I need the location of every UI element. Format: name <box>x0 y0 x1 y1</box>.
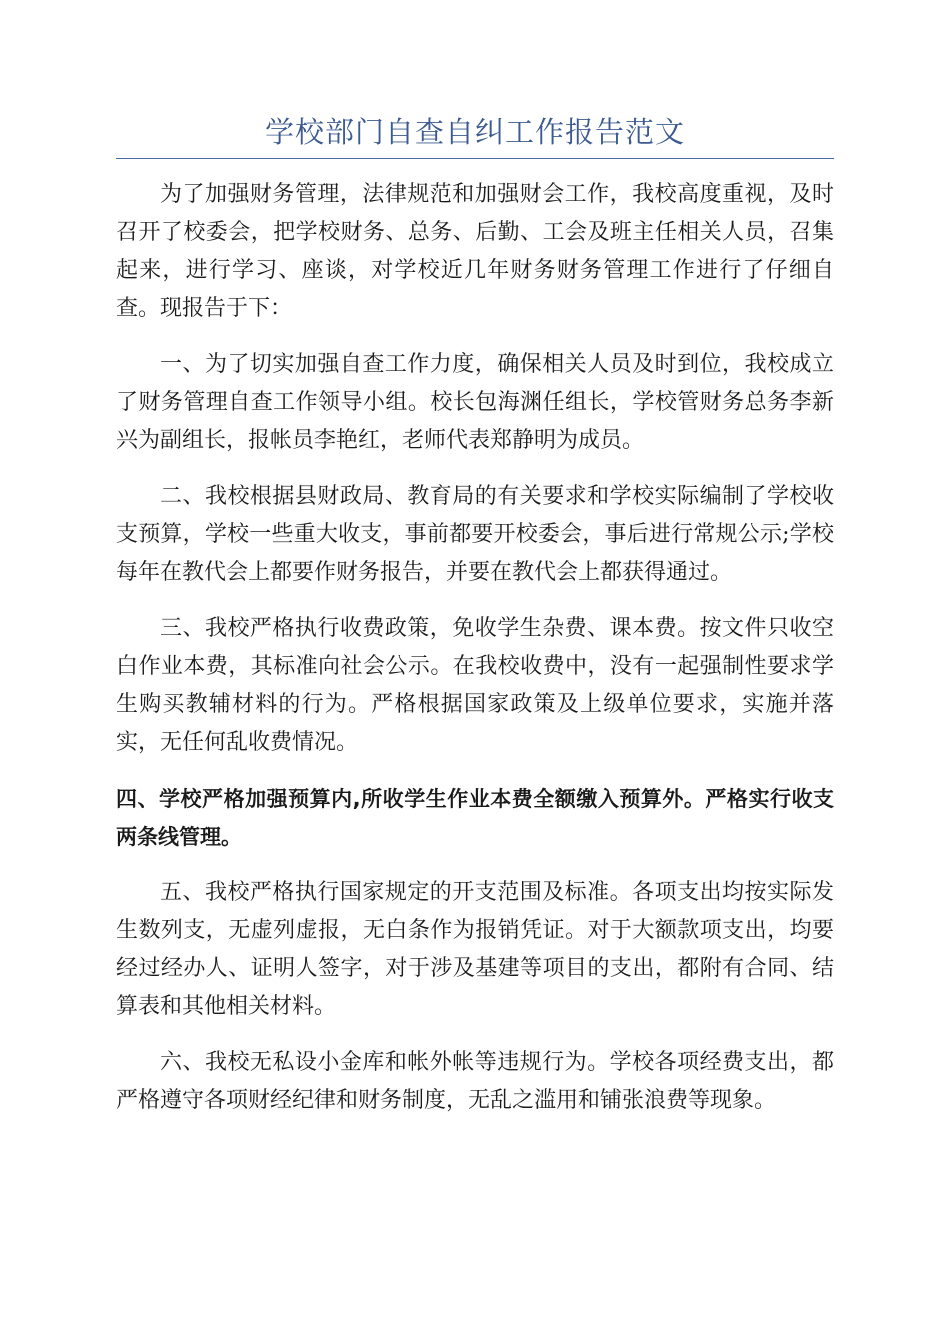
paragraph-section-6: 六、我校无私设小金库和帐外帐等违规行为。学校各项经费支出，都严格遵守各项财经纪律和财务制度，无乱之滥用和铺张浪费等现象。 <box>116 1050 834 1113</box>
page-title: 学校部门自查自纠工作报告范文 <box>264 115 685 149</box>
paragraph-section-4: 四、学校严格加强预算内,所收学生作业本费全额缴入预算外。严格实行收支两条线管理。 <box>116 787 834 849</box>
paragraph-section-3: 三、我校严格执行收费政策，免收学生杂费、课本费。按文件只收空白作业本费，其标准向社会公示。在我校收费中，没有一起强制性要求学生购买教辅材料的行为。严格根据国家政策及上级单位要求，实施并落实，无任何乱收费情况。 <box>116 616 834 755</box>
paragraph-section-5: 五、我校严格执行国家规定的开支范围及标准。各项支出均按实际发生数列支，无虚列虚报，无白条作为报销凭证。对于大额款项支出，均要经过经办人、证明人签字，对于涉及基建等项目的支出，都附有合同、结算表和其他相关材料。 <box>116 880 834 1019</box>
paragraph-section-2: 二、我校根据县财政局、教育局的有关要求和学校实际编制了学校收支预算，学校一些重大收支，事前都要开校委会，事后进行常规公示;学校每年在教代会上都要作财务报告，并要在教代会上都获得通过。 <box>116 484 834 585</box>
title-block <box>116 112 834 159</box>
document-body <box>116 176 834 1120</box>
paragraph-intro: 为了加强财务管理，法律规范和加强财会工作，我校高度重视，及时召开了校委会，把学校财务、总务、后勤、工会及班主任相关人员，召集起来，进行学习、座谈，对学校近几年财务财务管理工作进行了仔细自查。现报告于下： <box>116 182 834 321</box>
paragraph-section-1: 一、为了切实加强自查工作力度，确保相关人员及时到位，我校成立了财务管理自查工作领导小组。校长包海渊任组长，学校管财务总务李新兴为副组长，报帐员李艳红，老师代表郑静明为成员。 <box>116 352 834 453</box>
